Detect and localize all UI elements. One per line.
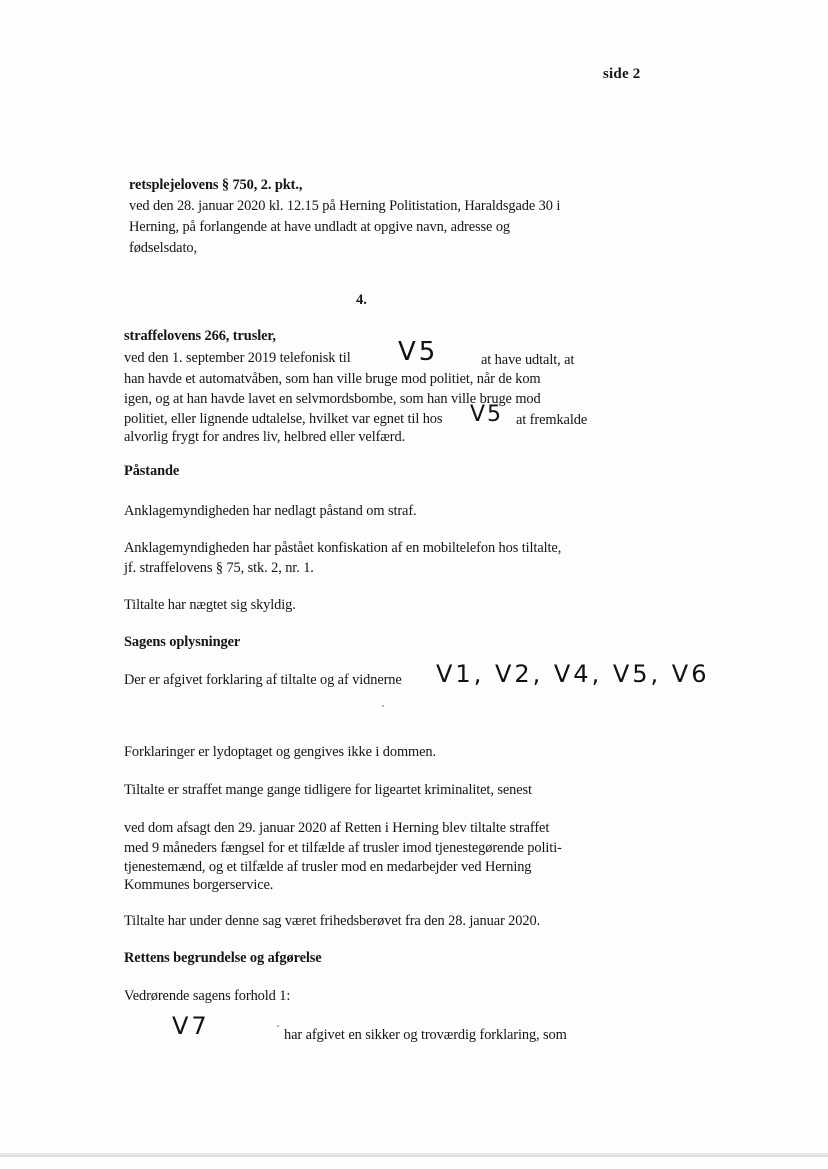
handwritten-witness-list: V1, V2, V4, V5, V6 <box>436 660 710 688</box>
section-266-line-2: han havde et automatvåben, som han ville bruge mod politiet, når de kom <box>124 371 541 387</box>
section-750-line-2: Herning, på forlangende at have undladt at opgive navn, adresse og <box>129 219 511 235</box>
oplysninger-paragraph-4-line-4: Kommunes borgerservice. <box>124 877 274 893</box>
oplysninger-paragraph-4-line-2: med 9 måneders fængsel for et tilfælde af trusler imod tjenestegørende politi- <box>124 840 562 856</box>
pastande-paragraph-2-line-2: jf. straffelovens § 75, stk. 2, nr. 1. <box>124 560 314 576</box>
section-266-line-4a: politiet, eller lignende udtalelse, hvilket var egnet til hos <box>124 411 443 427</box>
scan-bottom-edge <box>0 1153 828 1157</box>
count-number: 4. <box>356 292 367 308</box>
pastande-paragraph-1: Anklagemyndigheden har nedlagt påstand om straf. <box>124 503 417 519</box>
section-266-line-5: alvorlig frygt for andres liv, helbred eller velfærd. <box>124 429 406 445</box>
oplysninger-paragraph-4-line-3: tjenestemænd, og et tilfælde af trusler mod en medarbejder ved Herning <box>124 859 532 875</box>
section-750-line-1: ved den 28. januar 2020 kl. 12.15 på Herning Politistation, Haraldsgade 30 i <box>129 198 561 214</box>
handwritten-v5-first: V5 <box>398 337 439 367</box>
pastande-heading: Påstande <box>124 463 180 479</box>
section-266-line-1b: at have udtalt, at <box>481 352 575 368</box>
oplysninger-paragraph-4-line-1: ved dom afsagt den 29. januar 2020 af Retten i Herning blev tiltalte straffet <box>124 820 550 836</box>
section-750-line-3: fødselsdato, <box>129 240 197 256</box>
handwritten-v7: V7 <box>172 1012 210 1040</box>
oplysninger-paragraph-3: Tiltalte er straffet mange gange tidligere for ligeartet kriminalitet, senest <box>124 782 532 798</box>
pastande-paragraph-3: Tiltalte har nægtet sig skyldig. <box>124 597 296 613</box>
section-266-line-3: igen, og at han havde lavet en selvmordsbombe, som han ville bruge mod <box>124 391 541 407</box>
oplysninger-paragraph-5: Tiltalte har under denne sag været frihedsberøvet fra den 28. januar 2020. <box>124 913 541 929</box>
begrundelse-heading: Rettens begrundelse og afgørelse <box>124 950 322 966</box>
oplysninger-paragraph-2: Forklaringer er lydoptaget og gengives ikke i dommen. <box>124 744 437 760</box>
scan-speck <box>277 1025 279 1027</box>
page-number: side 2 <box>603 66 641 82</box>
section-266-line-4b: at fremkalde <box>516 412 588 428</box>
section-750-heading: retsplejelovens § 750, 2. pkt., <box>129 177 303 193</box>
section-266-line-1a: ved den 1. september 2019 telefonisk til <box>124 350 351 366</box>
handwritten-v5-second: V5 <box>470 402 504 427</box>
section-266-heading: straffelovens 266, trusler, <box>124 328 276 344</box>
oplysninger-heading: Sagens oplysninger <box>124 634 241 650</box>
begrundelse-paragraph-1: Vedrørende sagens forhold 1: <box>124 988 291 1004</box>
oplysninger-paragraph-1: Der er afgivet forklaring af tiltalte og af vidnerne <box>124 672 402 688</box>
begrundelse-paragraph-2: har afgivet en sikker og troværdig forklaring, som <box>284 1027 567 1043</box>
pastande-paragraph-2-line-1: Anklagemyndigheden har påstået konfiskation af en mobiltelefon hos tiltalte, <box>124 540 562 556</box>
scan-speck <box>382 705 384 707</box>
